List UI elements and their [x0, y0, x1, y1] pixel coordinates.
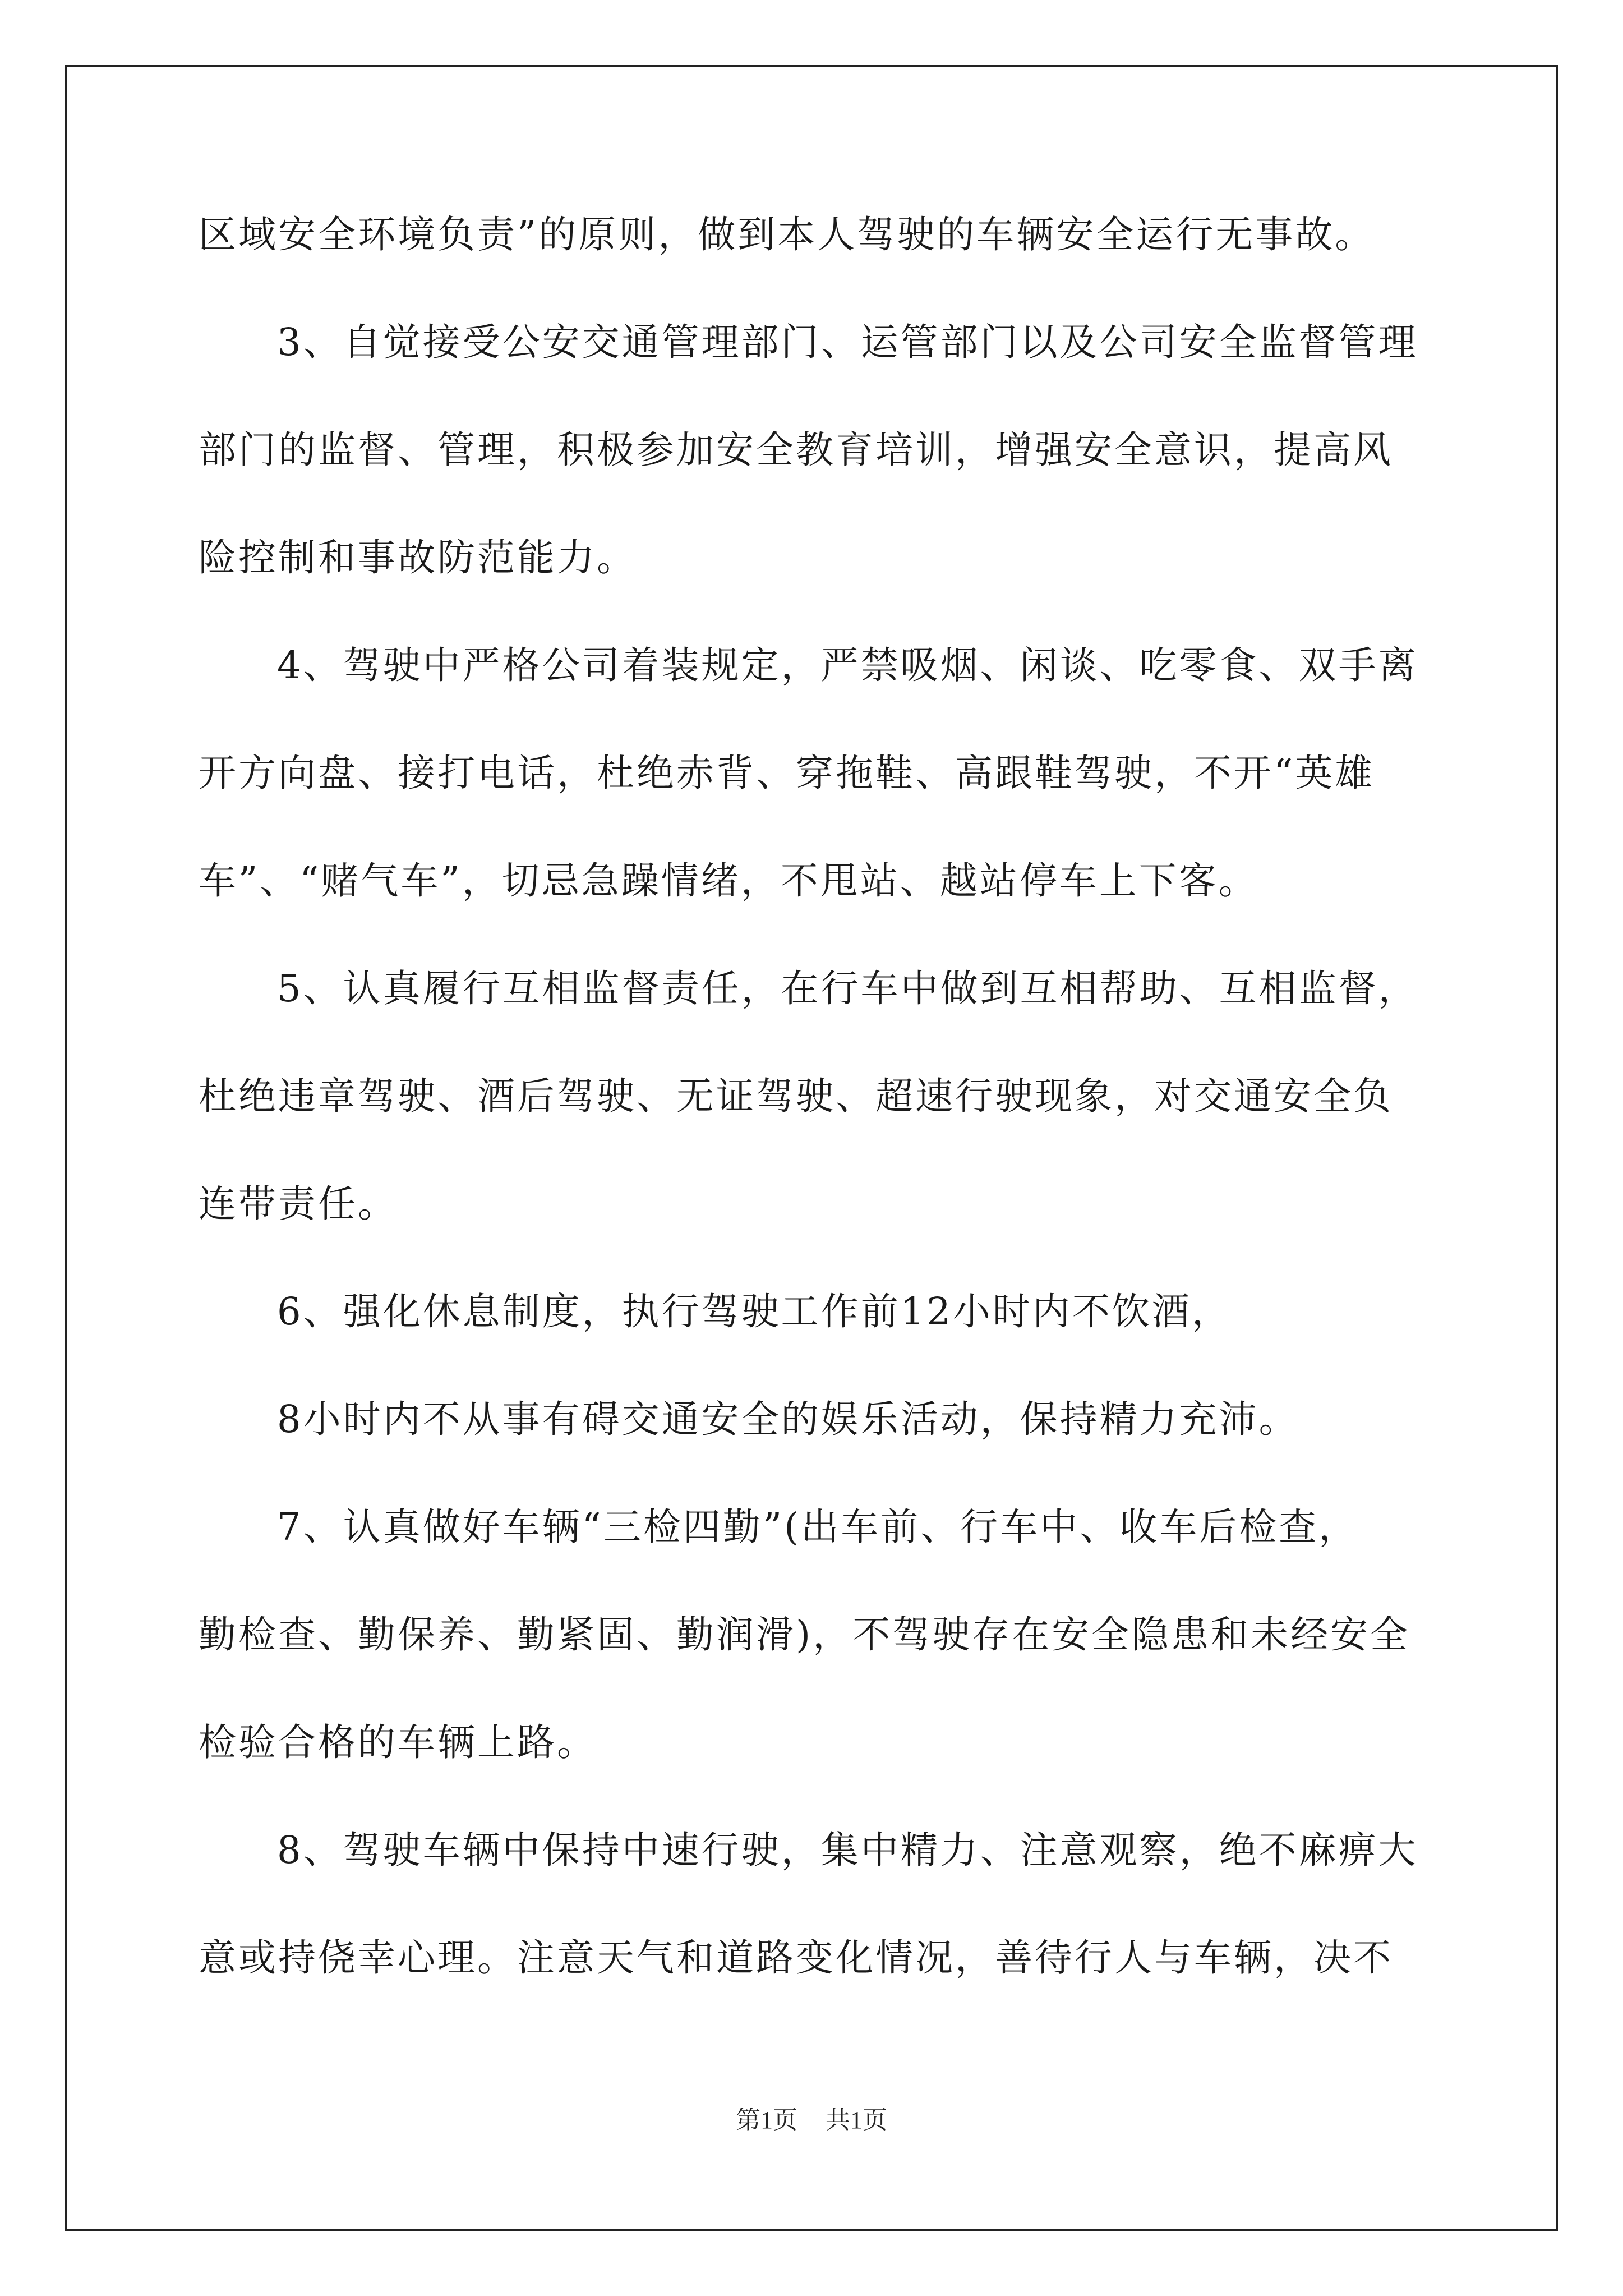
- text-line: 勤检查、勤保养、勤紧固、勤润滑)，不驾驶存在安全隐患和未经安全: [199, 1613, 1410, 1657]
- text-line: 意或持侥幸心理。注意天气和道路变化情况，善待行人与车辆，决不: [199, 1936, 1393, 1980]
- text-line: 车”、“赌气车”，切忌急躁情绪，不甩站、越站停车上下客。: [199, 859, 1258, 903]
- page-footer: [0, 2104, 1623, 2137]
- text-line: 险控制和事故防范能力。: [199, 536, 637, 579]
- text-line: 7、认真做好车辆“三检四勤”(出车前、行车中、收车后检查，: [277, 1505, 1359, 1549]
- text-line: 检验合格的车辆上路。: [199, 1720, 597, 1764]
- page-number: 第1页: [736, 2106, 797, 2134]
- text-line: 连带责任。: [199, 1182, 398, 1226]
- document-body: [199, 208, 1432, 1985]
- text-line: 8、驾驶车辆中保持中速行驶，集中精力、注意观察，绝不麻痹大: [277, 1828, 1418, 1872]
- text-line: 5、认真履行互相监督责任，在行车中做到互相帮助、互相监督，: [277, 967, 1418, 1010]
- text-line: 开方向盘、接打电话，杜绝赤背、穿拖鞋、高跟鞋驾驶，不开“英雄: [199, 751, 1375, 795]
- text-line: 8小时内不从事有碍交通安全的娱乐活动，保持精力充沛。: [277, 1397, 1299, 1441]
- text-line: 区域安全环境负责”的原则，做到本人驾驶的车辆安全运行无事故。: [199, 213, 1375, 256]
- text-line: 部门的监督、管理，积极参加安全教育培训，增强安全意识，提高风: [199, 428, 1393, 472]
- page-total: 共1页: [826, 2106, 887, 2134]
- text-line: 杜绝违章驾驶、酒后驾驶、无证驾驶、超速行驶现象，对交通安全负: [199, 1074, 1393, 1118]
- text-line: 3、自觉接受公安交通管理部门、运管部门以及公司安全监督管理: [277, 320, 1418, 364]
- text-line: 4、驾驶中严格公司着装规定，严禁吸烟、闲谈、吃零食、双手离: [277, 643, 1418, 687]
- text-line: 6、强化休息制度，执行驾驶工作前12小时内不饮酒，: [277, 1290, 1232, 1333]
